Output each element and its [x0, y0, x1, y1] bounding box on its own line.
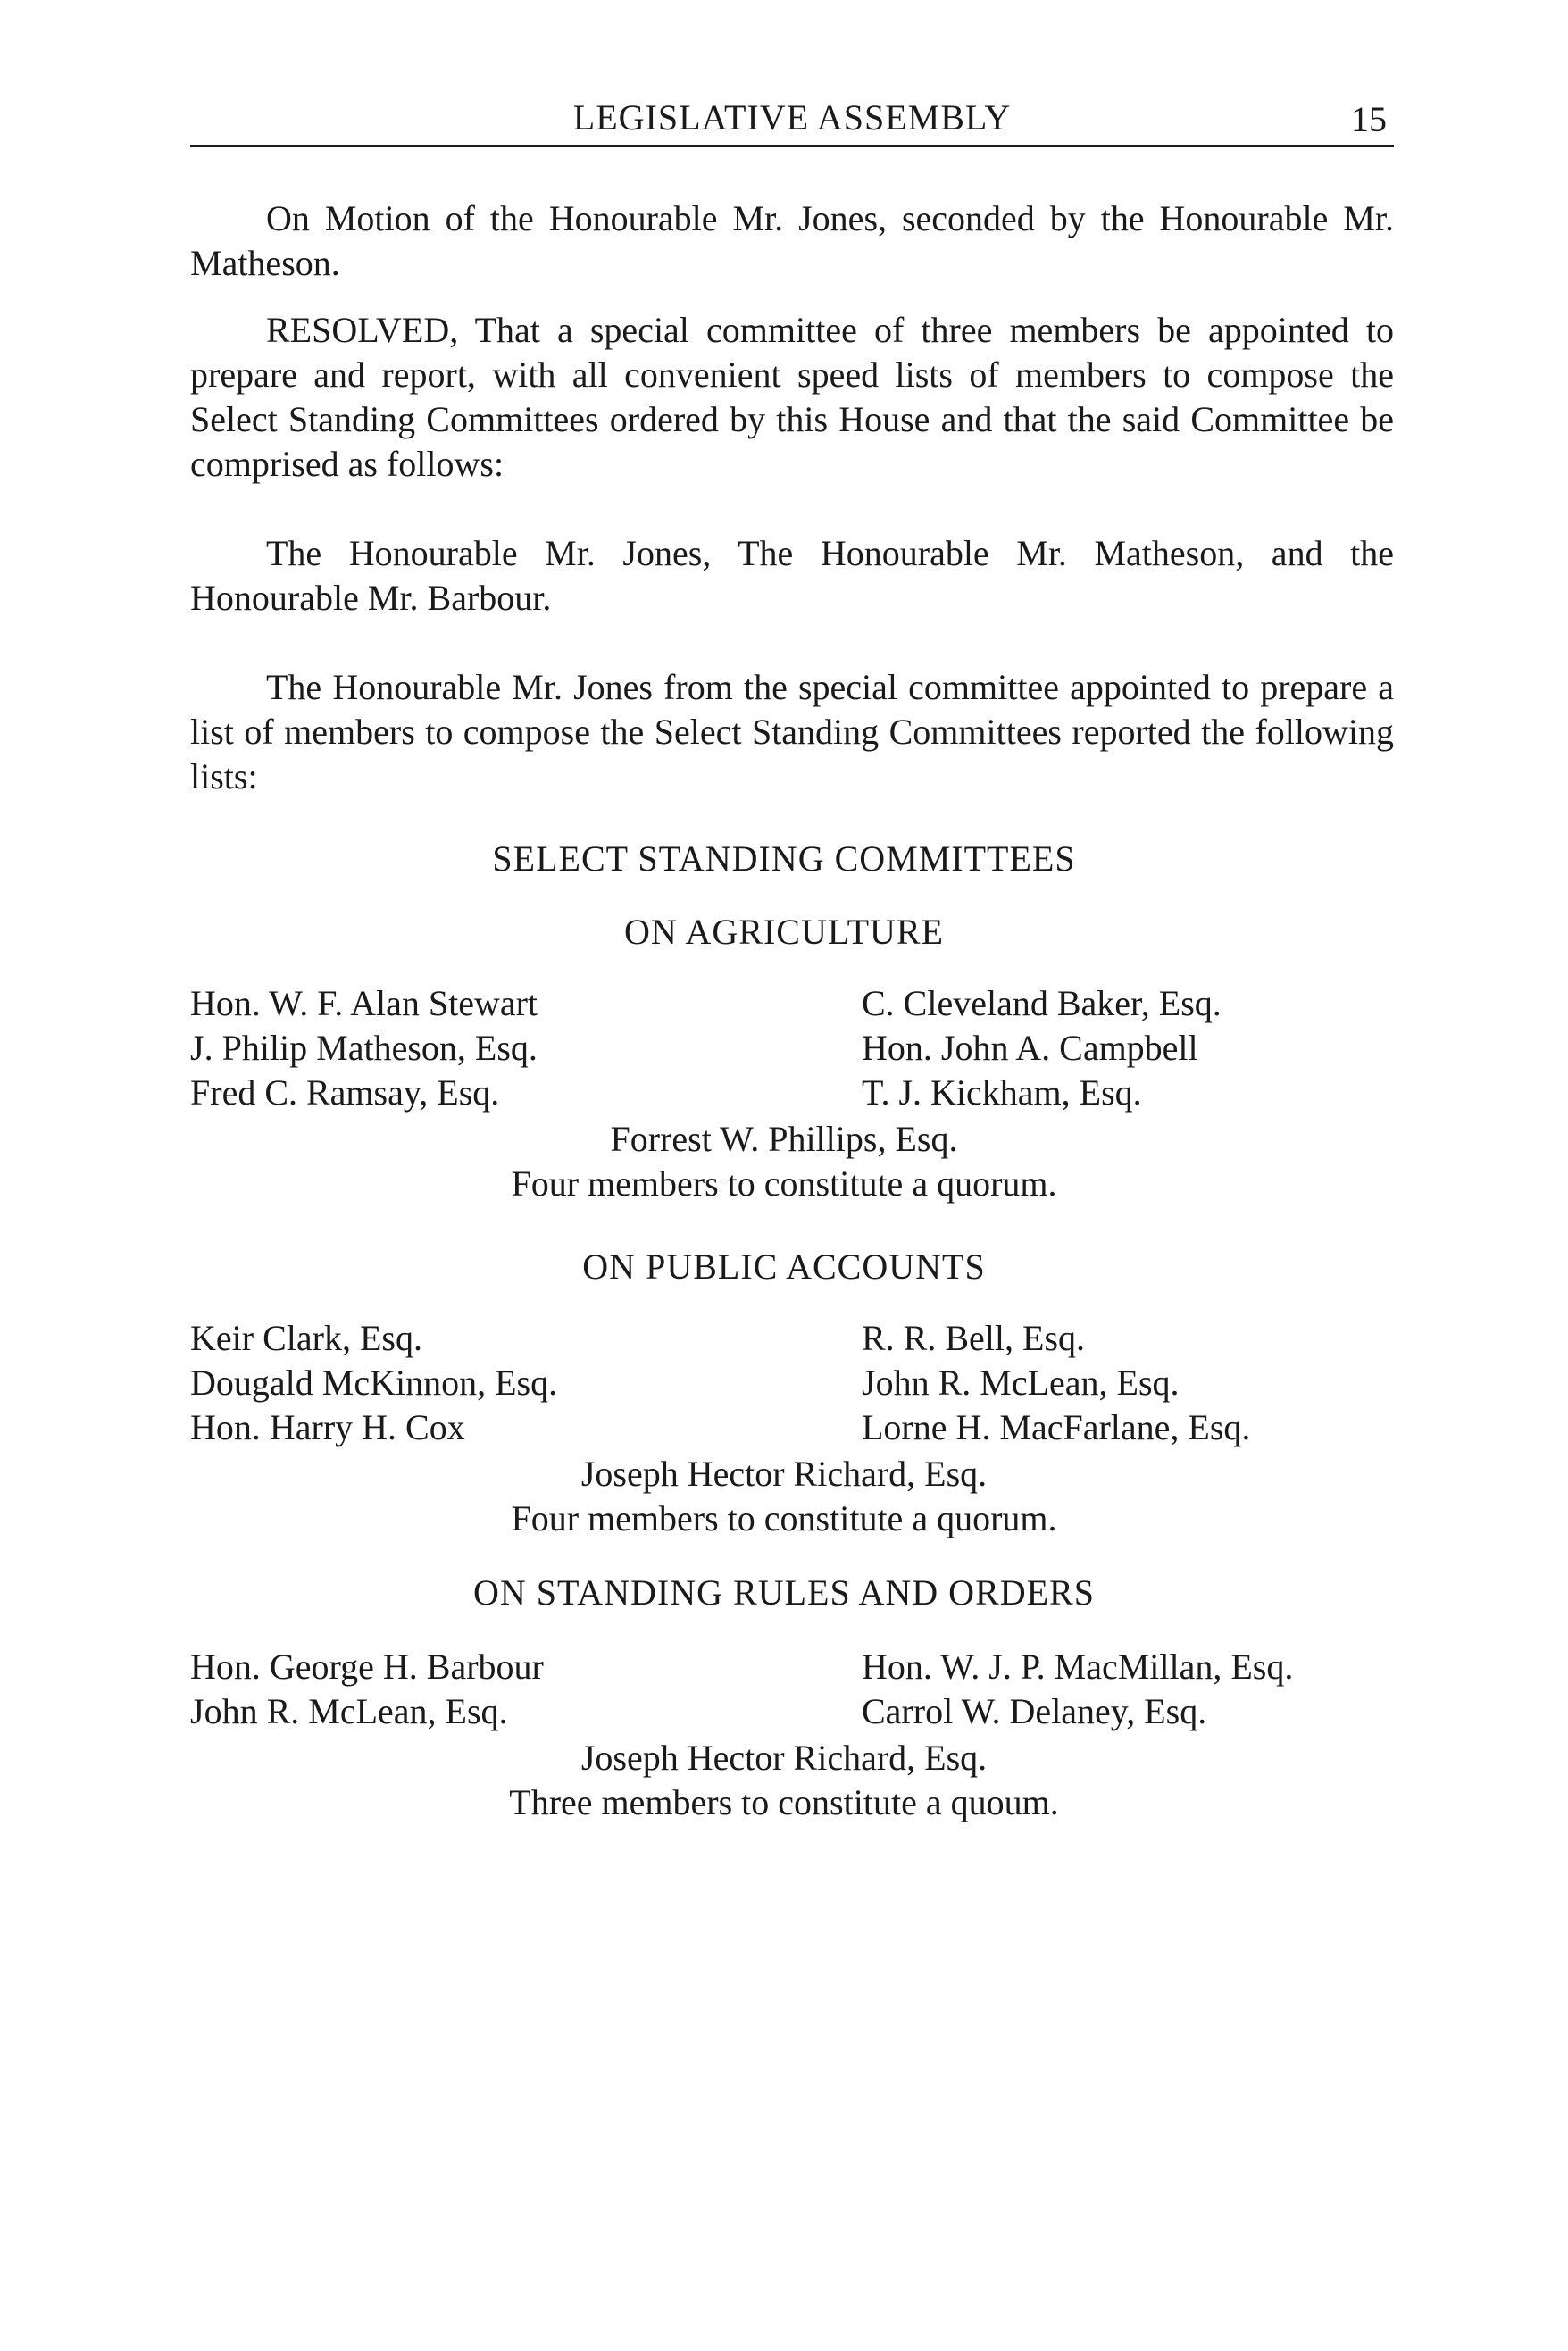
committee-heading-public-accounts: ON PUBLIC ACCOUNTS [582, 1246, 986, 1287]
member-name: R. R. Bell, Esq. [862, 1318, 1086, 1358]
committee-heading-agriculture: ON AGRICULTURE [623, 912, 945, 952]
member-name: Dougald McKinnon, Esq. [190, 1363, 558, 1403]
report-paragraph: The Honourable Mr. Jones from the special committee appointed to prepare a list of members to compose the Select Standing Committees reported the following lists: [190, 667, 1394, 796]
member-name: Keir Clark, Esq. [190, 1318, 422, 1358]
member-name: John R. McLean, Esq. [190, 1691, 508, 1731]
member-name: C. Cleveland Baker, Esq. [862, 983, 1222, 1023]
member-row [190, 1027, 1394, 1071]
member-name: Fred C. Ramsay, Esq. [190, 1072, 500, 1113]
member-name: Hon. Harry H. Cox [190, 1407, 465, 1447]
quorum-note: Four members to constitute a quorum. [511, 1163, 1057, 1204]
member-name: Hon. W. J. P. MacMillan, Esq. [862, 1647, 1294, 1687]
page-number: 15 [1351, 99, 1387, 139]
member-name: Hon. W. F. Alan Stewart [190, 983, 538, 1023]
motion-paragraph: On Motion of the Honourable Mr. Jones, seconded by the Honourable Mr. Matheson. [190, 198, 1394, 283]
member-row [190, 1406, 1394, 1451]
resolved-paragraph: RESOLVED, That a special committee of three members be appointed to prepare and report, with all convenient speed lists of members to compose the Select Standing Committees ordered by this House and that the said Committee be comprised as follows: [190, 310, 1394, 484]
member-name: John R. McLean, Esq. [862, 1363, 1180, 1403]
member-name: T. J. Kickham, Esq. [862, 1072, 1142, 1113]
quorum-note: Four members to constitute a quorum. [511, 1498, 1057, 1538]
member-row [190, 982, 1394, 1027]
member-row [190, 1646, 1394, 1690]
member-name: Hon. John A. Campbell [862, 1028, 1198, 1068]
quorum-note: Three members to constitute a quoum. [509, 1782, 1059, 1822]
main-heading: SELECT STANDING COMMITTEES [492, 838, 1076, 879]
member-name: J. Philip Matheson, Esq. [190, 1028, 538, 1068]
extra-member: Joseph Hector Richard, Esq. [580, 1738, 988, 1778]
committee-members-paragraph: The Honourable Mr. Jones, The Honourable Mr. Matheson, and the Honourable Mr. Barbour. [190, 533, 1394, 618]
member-row [190, 1362, 1394, 1406]
member-name: Lorne H. MacFarlane, Esq. [862, 1407, 1251, 1447]
member-row [190, 1317, 1394, 1362]
committee-heading-standing-rules: ON STANDING RULES AND ORDERS [473, 1572, 1095, 1613]
page-header [190, 96, 1394, 150]
extra-member: Joseph Hector Richard, Esq. [580, 1454, 988, 1494]
member-row [190, 1071, 1394, 1116]
member-name: Carrol W. Delaney, Esq. [862, 1691, 1207, 1731]
member-row [190, 1690, 1394, 1735]
header-rule [190, 145, 1394, 147]
member-name: Hon. George H. Barbour [190, 1647, 544, 1687]
extra-member: Forrest W. Phillips, Esq. [610, 1119, 958, 1159]
running-title: LEGISLATIVE ASSEMBLY [572, 97, 1012, 138]
